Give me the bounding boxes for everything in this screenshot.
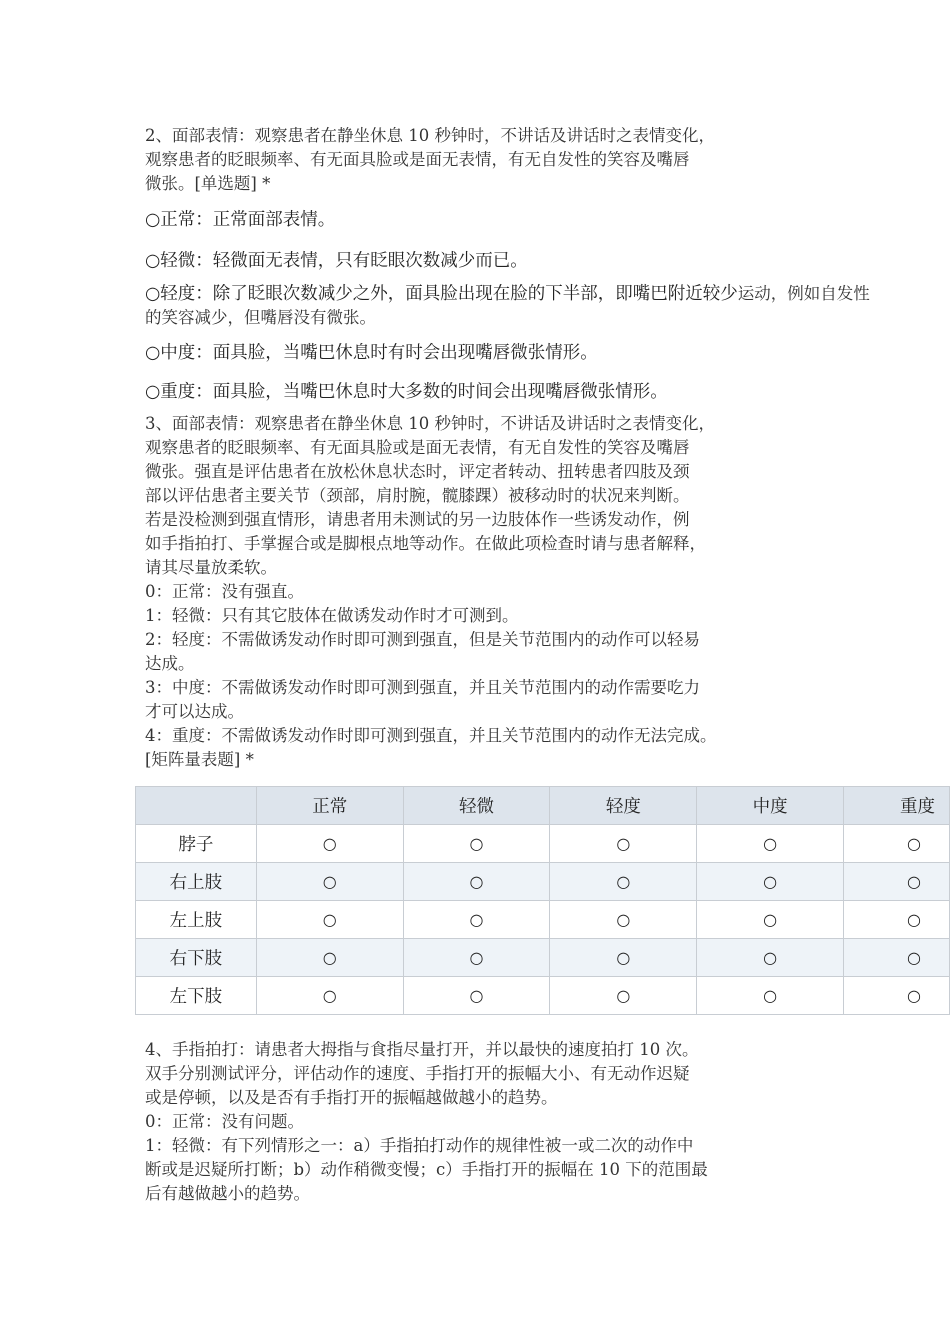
- option-severe[interactable]: ○重度：面具脸，当嘴巴休息时大多数的时间会出现嘴唇微张情形。: [145, 382, 668, 402]
- matrix-column-header: 轻微: [403, 787, 550, 825]
- radio-neck-moderate[interactable]: ○: [697, 825, 844, 863]
- matrix-column-header: 正常: [256, 787, 403, 825]
- matrix-row-label: 左上肢: [136, 901, 257, 939]
- radio-neck-normal[interactable]: ○: [256, 825, 403, 863]
- question-4-line: 0：正常：没有问题。: [145, 1112, 304, 1131]
- matrix-row-neck: [136, 825, 950, 863]
- question-4-line: 或是停顿，以及是否有手指打开的振幅越做越小的趋势。: [145, 1088, 558, 1107]
- radio-left-upper-mild[interactable]: ○: [550, 901, 697, 939]
- question-4-line: 断或是迟疑所打断；b）动作稍微变慢；c）手指打开的振幅在 10 下的范围最: [145, 1160, 708, 1179]
- question-3-line: 若是没检测到强直情形，请患者用未测试的另一边肢体作一些诱发动作，例: [145, 510, 690, 529]
- question-3-line: 观察患者的眨眼频率、有无面具脸或是面无表情，有无自发性的笑容及嘴唇: [145, 438, 690, 457]
- question-4-text: [145, 1038, 810, 1206]
- matrix-row-label: 右下肢: [136, 939, 257, 977]
- question-3-line: 才可以达成。: [145, 702, 244, 721]
- matrix-corner-cell: [136, 787, 257, 825]
- radio-neck-slight[interactable]: ○: [403, 825, 550, 863]
- radio-neck-severe[interactable]: ○: [844, 825, 950, 863]
- question-3-line: 请其尽量放柔软。: [145, 558, 277, 577]
- question-3-line: 3：中度：不需做诱发动作时即可测到强直，并且关节范围内的动作需要吃力: [145, 678, 700, 697]
- question-4-line: 后有越做越小的趋势。: [145, 1184, 310, 1203]
- option-moderate[interactable]: ○中度：面具脸，当嘴巴休息时有时会出现嘴唇微张情形。: [145, 343, 598, 363]
- question-2-line: 2、面部表情：观察患者在静坐休息 10 秒钟时，不讲话及讲话时之表情变化，: [145, 126, 715, 145]
- question-3-line: 部以评估患者主要关节（颈部，肩肘腕，髋膝踝）被移动时的状况来判断。: [145, 486, 690, 505]
- question-4-line: 双手分别测试评分，评估动作的速度、手指打开的振幅大小、有无动作迟疑: [145, 1064, 690, 1083]
- question-3-line: 微张。强直是评估患者在放松休息状态时，评定者转动、扭转患者四肢及颈: [145, 462, 690, 481]
- option-mild-label: ○轻度：除了眨眼次数减少之外，面具脸出现在脸的下半部，即嘴巴附近较少: [145, 284, 738, 304]
- matrix-row-label: 脖子: [136, 825, 257, 863]
- question-3-line: 0：正常：没有强直。: [145, 582, 304, 601]
- radio-left-upper-severe[interactable]: ○: [844, 901, 950, 939]
- question-3-line: 1：轻微：只有其它肢体在做诱发动作时才可测到。: [145, 606, 519, 625]
- matrix-row-left-lower-limb: [136, 977, 950, 1015]
- radio-left-upper-moderate[interactable]: ○: [697, 901, 844, 939]
- radio-left-lower-slight[interactable]: ○: [403, 977, 550, 1015]
- option-mild-label-cont: 运动，例如自发性: [737, 284, 870, 303]
- option-normal[interactable]: ○正常：正常面部表情。: [145, 210, 336, 230]
- option-slight[interactable]: ○轻微：轻微面无表情，只有眨眼次数减少而已。: [145, 251, 528, 271]
- question-3-line: 3、面部表情：观察患者在静坐休息 10 秒钟时，不讲话及讲话时之表情变化，: [145, 414, 715, 433]
- radio-right-lower-slight[interactable]: ○: [403, 939, 550, 977]
- option-mild[interactable]: [145, 282, 950, 330]
- radio-right-lower-moderate[interactable]: ○: [697, 939, 844, 977]
- matrix-row-label: 左下肢: [136, 977, 257, 1015]
- radio-right-upper-normal[interactable]: ○: [256, 863, 403, 901]
- matrix-row-right-upper-limb: [136, 863, 950, 901]
- radio-left-lower-severe[interactable]: ○: [844, 977, 950, 1015]
- radio-right-upper-slight[interactable]: ○: [403, 863, 550, 901]
- matrix-row-left-upper-limb: [136, 901, 950, 939]
- radio-right-upper-mild[interactable]: ○: [550, 863, 697, 901]
- radio-right-lower-normal[interactable]: ○: [256, 939, 403, 977]
- radio-left-upper-normal[interactable]: ○: [256, 901, 403, 939]
- question-3-line: 如手指拍打、手掌握合或是脚根点地等动作。在做此项检查时请与患者解释，: [145, 534, 706, 553]
- question-2-line: 微张。[单选题] *: [145, 174, 271, 193]
- question-2-line: 观察患者的眨眼频率、有无面具脸或是面无表情，有无自发性的笑容及嘴唇: [145, 150, 690, 169]
- question-3-line: 达成。: [145, 654, 195, 673]
- radio-right-upper-moderate[interactable]: ○: [697, 863, 844, 901]
- question-4-line: 1：轻微：有下列情形之一：a）手指拍打动作的规律性被一或二次的动作中: [145, 1136, 694, 1155]
- question-3-line: 2：轻度：不需做诱发动作时即可测到强直，但是关节范围内的动作可以轻易: [145, 630, 700, 649]
- question-4-line: 4、手指拍打：请患者大拇指与食指尽量打开，并以最快的速度拍打 10 次。: [145, 1040, 699, 1059]
- radio-left-lower-normal[interactable]: ○: [256, 977, 403, 1015]
- radio-left-lower-moderate[interactable]: ○: [697, 977, 844, 1015]
- radio-left-upper-slight[interactable]: ○: [403, 901, 550, 939]
- radio-right-upper-severe[interactable]: ○: [844, 863, 950, 901]
- matrix-table: [135, 786, 950, 1015]
- matrix-row-label: 右上肢: [136, 863, 257, 901]
- question-2-text: [145, 124, 810, 196]
- radio-left-lower-mild[interactable]: ○: [550, 977, 697, 1015]
- option-mild-line2: 的笑容减少，但嘴唇没有微张。: [145, 308, 376, 327]
- matrix-row-right-lower-limb: [136, 939, 950, 977]
- radio-neck-mild[interactable]: ○: [550, 825, 697, 863]
- question-3-text: [145, 412, 810, 772]
- radio-right-lower-mild[interactable]: ○: [550, 939, 697, 977]
- matrix-column-header: 轻度: [550, 787, 697, 825]
- question-3-line: [矩阵量表题] *: [145, 750, 254, 769]
- radio-right-lower-severe[interactable]: ○: [844, 939, 950, 977]
- matrix-column-header: 中度: [697, 787, 844, 825]
- matrix-column-header: 重度: [844, 787, 950, 825]
- question-3-line: 4：重度：不需做诱发动作时即可测到强直，并且关节范围内的动作无法完成。: [145, 726, 717, 745]
